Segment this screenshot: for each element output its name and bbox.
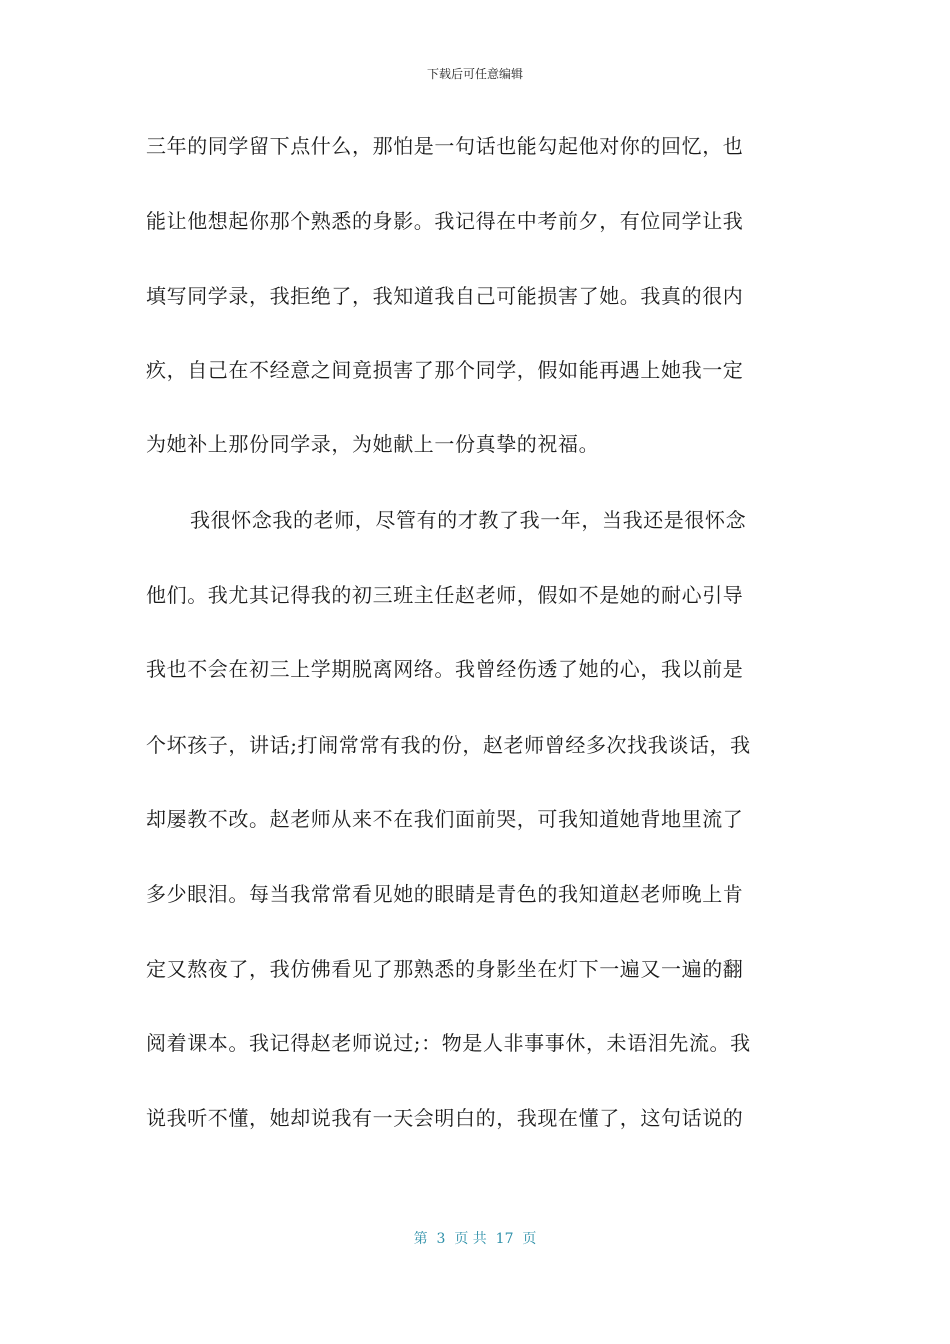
text-line: 能让他想起你那个熟悉的身影。我记得在中考前夕，有位同学让我 — [146, 209, 744, 233]
text-line: 阅着课本。我记得赵老师说过;：物是人非事事休，未语泪先流。我 — [146, 1031, 751, 1055]
text-line: 我也不会在初三上学期脱离网络。我曾经伤透了她的心，我以前是 — [146, 657, 744, 681]
text-line: 三年的同学留下点什么，那怕是一句话也能勾起他对你的回忆，也 — [146, 134, 744, 158]
text-line: 多少眼泪。每当我常常看见她的眼睛是青色的我知道赵老师晚上肯 — [146, 882, 744, 906]
page-header: 下载后可任意编辑 — [426, 67, 523, 81]
text-line: 填写同学录，我拒绝了，我知道我自己可能损害了她。我真的很内 — [146, 284, 744, 308]
text-line: 定又熬夜了，我仿佛看见了那熟悉的身影坐在灯下一遍又一遍的翻 — [146, 957, 744, 981]
page-number-footer: 第 3 页 共 17 页 — [413, 1231, 537, 1247]
text-line: 我很怀念我的老师，尽管有的才教了我一年，当我还是很怀念 — [190, 508, 747, 532]
text-line: 却屡教不改。赵老师从来不在我们面前哭，可我知道她背地里流了 — [146, 807, 744, 831]
text-line: 他们。我尤其记得我的初三班主任赵老师，假如不是她的耐心引导 — [146, 583, 744, 607]
text-line: 说我听不懂，她却说我有一天会明白的，我现在懂了，这句话说的 — [146, 1106, 744, 1130]
text-line: 个坏孩子，讲话;打闹常常有我的份，赵老师曾经多次找我谈话，我 — [146, 733, 751, 757]
text-line: 为她补上那份同学录，为她献上一份真挚的祝福。 — [146, 432, 600, 456]
text-line: 疚，自己在不经意之间竟损害了那个同学，假如能再遇上她我一定 — [146, 358, 744, 382]
